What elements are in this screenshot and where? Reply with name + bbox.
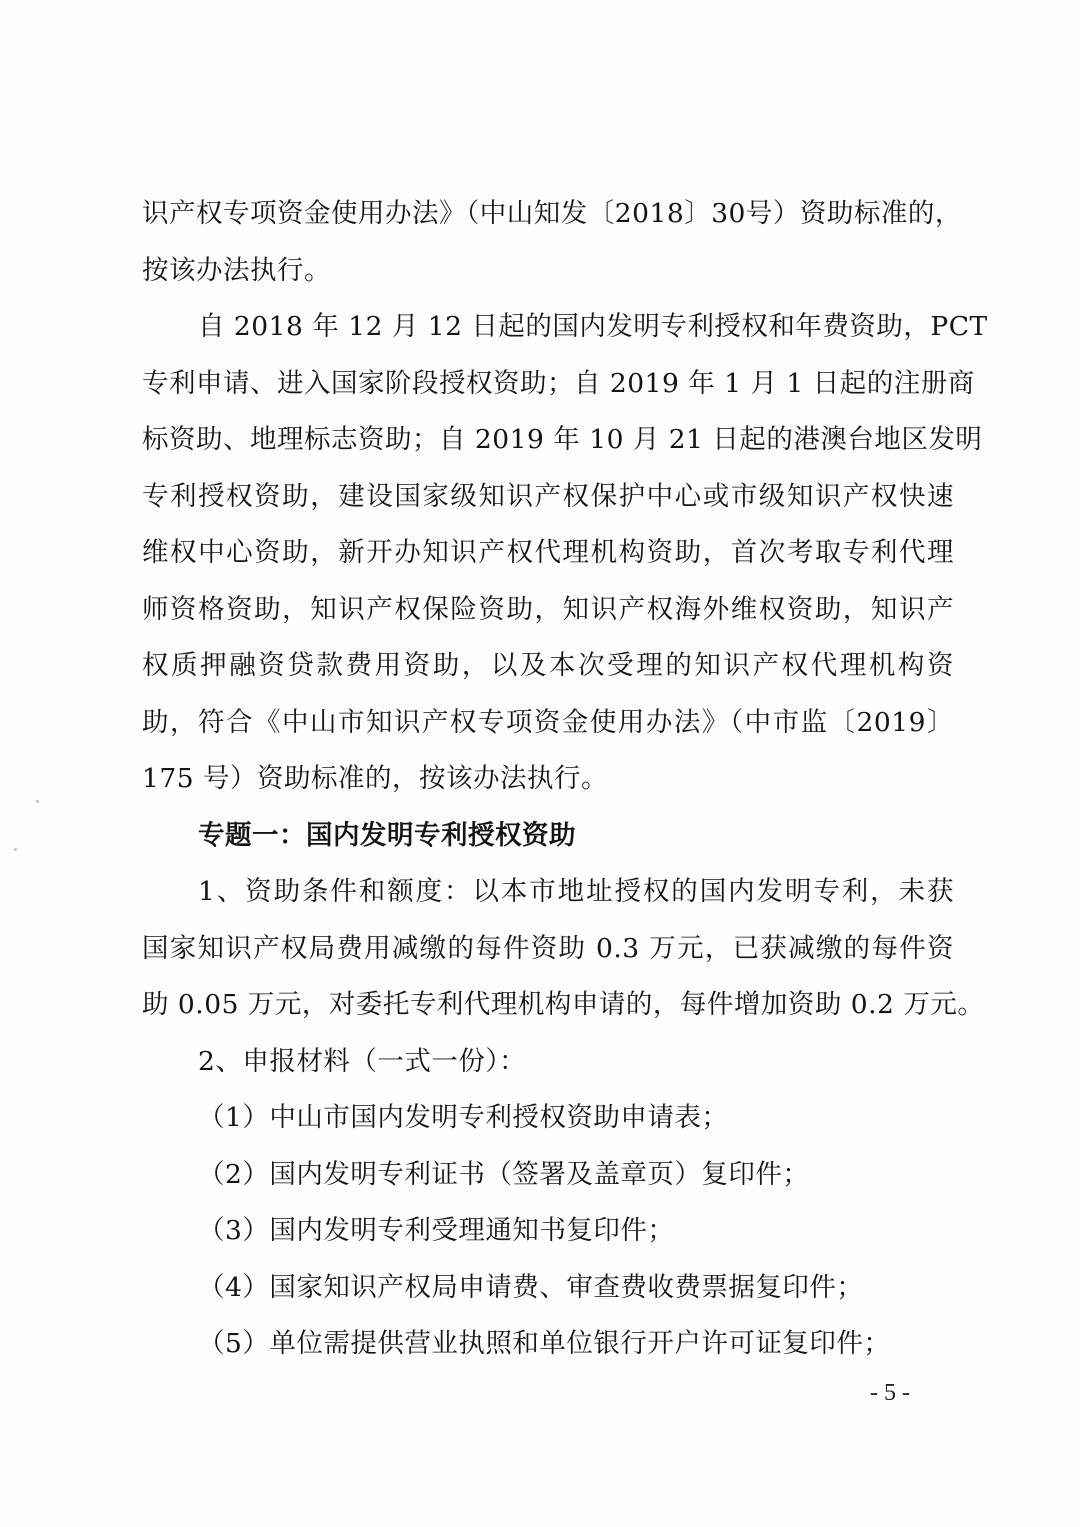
list-item: （2）国内发明专利证书（签署及盖章页）复印件； — [198, 1158, 810, 1190]
paragraph-line: 识产权专项资金使用办法》（中山知发〔2018〕30号）资助标准的， — [142, 198, 962, 229]
paragraph-line: 助 0.05 万元，对委托专利代理机构申请的，每件增加资助 0.2 万元。 — [142, 989, 985, 1020]
paragraph-line: 专利授权资助，建设国家级知识产权保护中心或市级知识产权快速 — [142, 480, 954, 512]
paragraph-line: 维权中心资助，新开办知识产权代理机构资助，首次考取专利代理 — [142, 537, 954, 568]
section-heading: 专题一：国内发明专利授权资助 — [198, 819, 576, 851]
paragraph-line: 按该办法执行。 — [142, 254, 331, 286]
list-item: （3）国内发明专利受理通知书复印件； — [198, 1215, 675, 1246]
paragraph-line: 175 号）资助标准的，按该办法执行。 — [142, 763, 609, 794]
paragraph-line: 师资格资助，知识产权保险资助，知识产权海外维权资助，知识产 — [142, 593, 954, 625]
scan-speck — [14, 848, 17, 851]
paragraph-line: 1、资助条件和额度：以本市地址授权的国内发明专利，未获 — [198, 876, 954, 907]
paragraph-line: 权质押融资贷款费用资助，以及本次受理的知识产权代理机构资 — [142, 650, 954, 681]
paragraph-line: 国家知识产权局费用减缴的每件资助 0.3 万元，已获减缴的每件资 — [142, 932, 954, 964]
page-number: - 5 - — [870, 1380, 910, 1406]
scan-speck — [36, 800, 39, 803]
list-item: （4）国家知识产权局申请费、审查费收费票据复印件； — [198, 1271, 864, 1303]
list-item: （1）中山市国内发明专利授权资助申请表； — [198, 1102, 729, 1133]
paragraph-line: 标资助、地理标志资助；自 2019 年 10 月 21 日起的港澳台地区发明 — [142, 424, 983, 455]
list-item: （5）单位需提供营业执照和单位银行开户许可证复印件； — [198, 1328, 891, 1359]
paragraph-line: 专利申请、进入国家阶段授权资助；自 2019 年 1 月 1 日起的注册商 — [142, 367, 975, 399]
paragraph-line: 2、申报材料（一式一份）： — [198, 1045, 527, 1077]
paragraph-line: 助，符合《中山市知识产权专项资金使用办法》（中市监〔2019〕 — [142, 706, 954, 738]
paragraph-line: 自 2018 年 12 月 12 日起的国内发明专利授权和年费资助，PCT — [198, 311, 988, 342]
document-body — [142, 186, 988, 1373]
